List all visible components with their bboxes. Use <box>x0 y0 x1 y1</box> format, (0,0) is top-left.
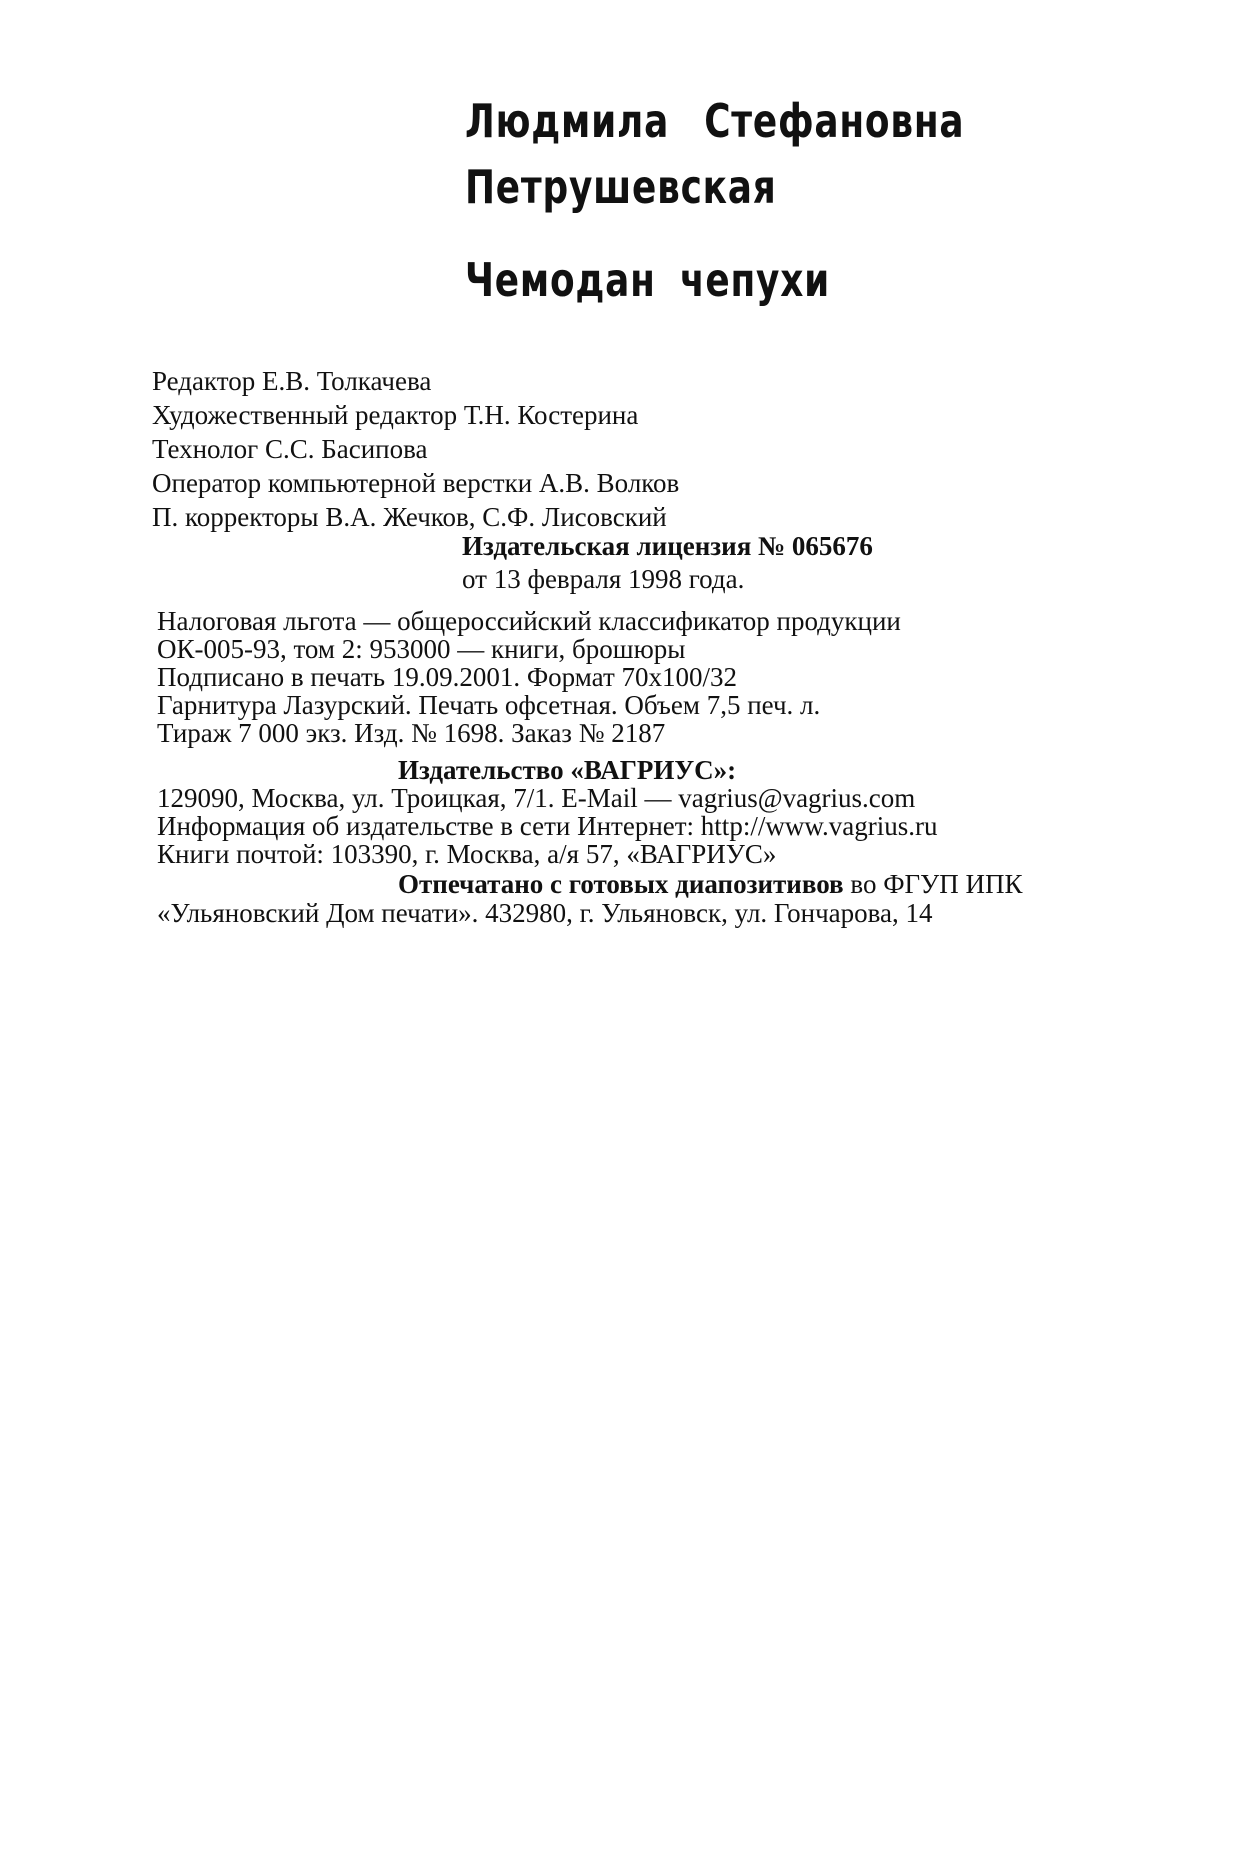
credit-layout-operator: Оператор компьютерной верстки А.В. Волков <box>152 468 680 498</box>
signed-format-line: Подписано в печать 19.09.2001. Формат 70х100/32 <box>157 662 737 692</box>
license-title: Издательская лицензия № 065676 <box>462 531 873 561</box>
printing-house-line-2: «Ульяновский Дом печати». 432980, г. Ульяновск, ул. Гончарова, 14 <box>157 898 933 928</box>
credit-art-editor: Художественный редактор Т.Н. Костерина <box>152 400 639 430</box>
credit-proofreaders: П. корректоры В.А. Жечков, С.Ф. Лисовский <box>152 502 667 532</box>
classifier-line: ОК-005-93, том 2: 953000 — книги, брошюры <box>157 634 686 664</box>
publisher-mail-order: Книги почтой: 103390, г. Москва, а/я 57, «ВАГРИУС» <box>157 839 777 869</box>
printing-house-line-1 <box>398 871 1023 898</box>
publisher-website: Информация об издательстве в сети Интернет: http://www.vagrius.ru <box>157 811 938 841</box>
tax-benefit-line: Налоговая льгота — общероссийский классификатор продукции <box>157 606 901 636</box>
printing-house-bold-text: Отпечатано с готовых диапозитивов <box>398 869 844 899</box>
license-date: от 13 февраля 1998 года. <box>462 564 745 594</box>
publisher-address: 129090, Москва, ул. Троицкая, 7/1. E-Mail — vagrius@vagrius.com <box>157 783 916 813</box>
author-name-line-2: Петрушевская <box>465 160 777 214</box>
credit-technologist: Технолог С.С. Басипова <box>152 434 428 464</box>
typeface-print-line: Гарнитура Лазурский. Печать офсетная. Объем 7,5 печ. л. <box>157 690 821 720</box>
author-name-line-1: Людмила Стефановна <box>465 94 965 148</box>
book-title: Чемодан чепухи <box>465 253 831 307</box>
printing-house-rest-text: во ФГУП ИПК <box>843 869 1023 899</box>
print-run-line: Тираж 7 000 экз. Изд. № 1698. Заказ № 2187 <box>157 718 666 748</box>
publisher-title: Издательство «ВАГРИУС»: <box>398 755 737 785</box>
credit-editor: Редактор Е.В. Толкачева <box>152 366 432 396</box>
